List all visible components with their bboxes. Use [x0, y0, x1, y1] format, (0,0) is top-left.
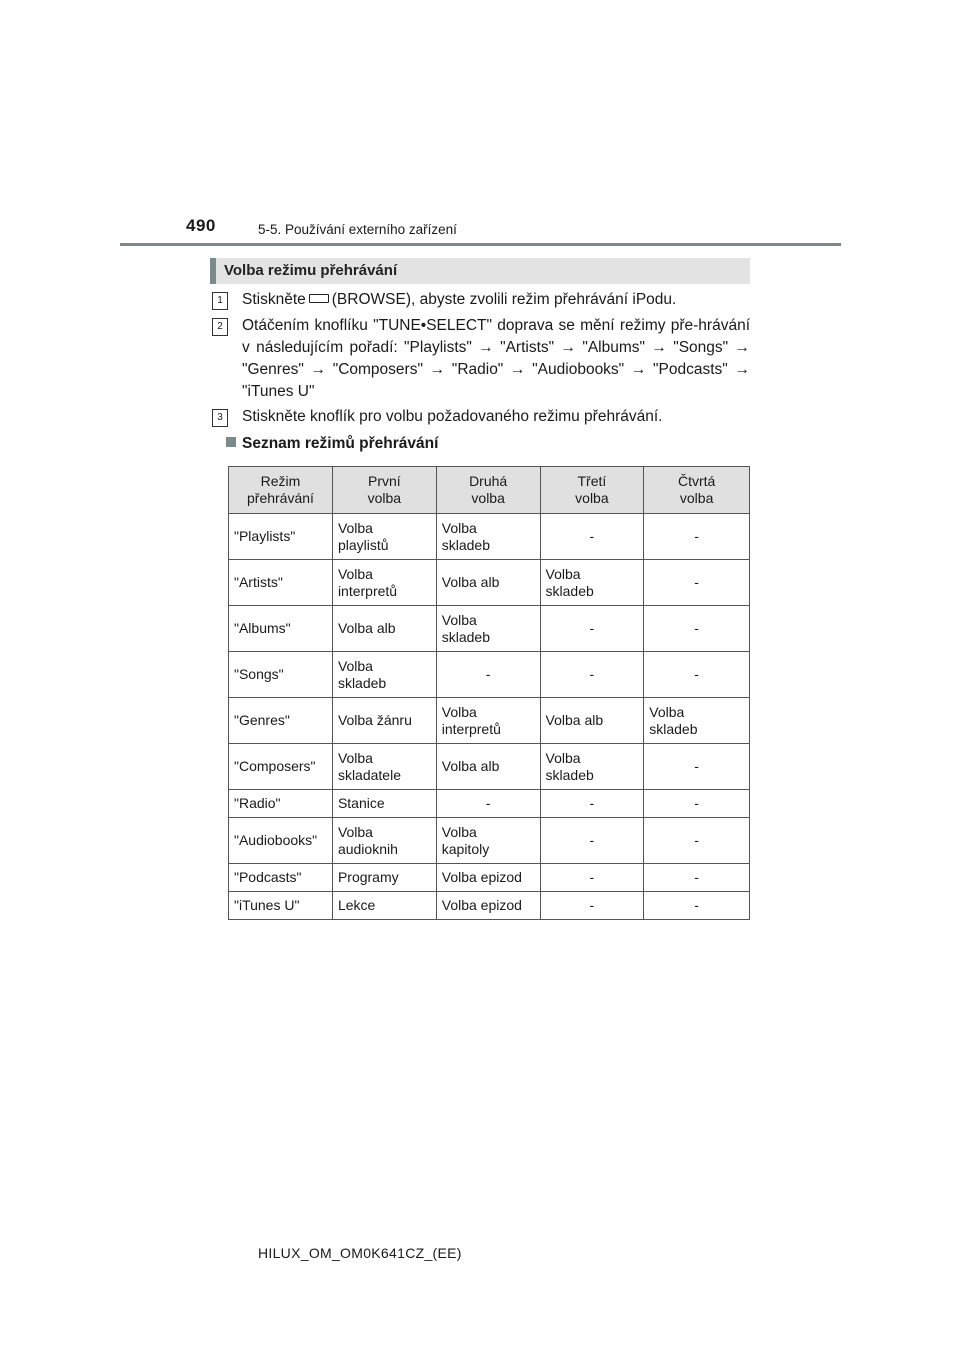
table-cell	[436, 818, 540, 864]
table-row	[229, 606, 750, 652]
cell-line: Volba epizod	[441, 897, 522, 913]
step-number: 3	[212, 409, 228, 427]
step-text: Stiskněte knoflík pro volbu požadovaného režimu přehrávání.	[242, 408, 663, 425]
table-cell	[644, 744, 750, 790]
table-cell	[229, 652, 333, 698]
cell-line: Programy	[337, 869, 399, 885]
chapter-title: 5-5. Používání externího zařízení	[258, 222, 457, 237]
table-row	[229, 652, 750, 698]
square-bullet-icon	[226, 437, 236, 447]
table-cell	[229, 606, 333, 652]
table-cell	[540, 818, 644, 864]
table-cell	[436, 698, 540, 744]
table-header-cell	[229, 467, 333, 514]
header-line: volba	[575, 490, 609, 506]
cell-line: -	[485, 795, 491, 811]
playback-modes-table	[228, 466, 750, 920]
cell-line: -	[589, 795, 595, 811]
cell-line: "Genres"	[234, 712, 290, 728]
table-cell	[436, 790, 540, 818]
step-number: 1	[212, 292, 228, 310]
table-cell	[436, 514, 540, 560]
table-cell	[644, 606, 750, 652]
step-text-after: (BROWSE), abyste zvolili režim přehrávání iPodu.	[331, 291, 677, 308]
step-number: 2	[212, 318, 228, 336]
header-line: Třetí	[577, 473, 607, 489]
table-cell	[540, 698, 644, 744]
document-code: HILUX_OM_OM0K641CZ_(EE)	[258, 1245, 462, 1261]
cell-line: Volba	[545, 565, 581, 582]
table-row	[229, 818, 750, 864]
cell-line: Volba	[649, 703, 685, 720]
table-header-cell	[644, 467, 750, 514]
cell-line: interpretů	[441, 720, 501, 737]
header-line: přehrávání	[247, 490, 314, 506]
cell-line: "Composers"	[234, 758, 316, 774]
header-line: Čtvrtá	[677, 473, 716, 489]
step-2	[212, 315, 750, 405]
cell-line: audioknih	[337, 840, 398, 857]
cell-line: Volba alb	[337, 620, 396, 636]
subheading	[226, 435, 438, 453]
table-row	[229, 744, 750, 790]
browse-button-icon	[309, 294, 329, 303]
table-cell	[436, 652, 540, 698]
table-header-cell	[540, 467, 644, 514]
table-cell	[540, 652, 644, 698]
cell-line: Volba	[441, 519, 477, 536]
table-cell	[540, 560, 644, 606]
cell-line: -	[589, 528, 595, 544]
cell-line: "iTunes U"	[234, 897, 300, 913]
table-cell	[644, 818, 750, 864]
table-cell	[436, 606, 540, 652]
cell-line: skladeb	[545, 766, 594, 783]
header-line: volba	[367, 490, 402, 506]
header-line: První	[368, 473, 401, 489]
cell-line: Volba	[337, 519, 373, 536]
cell-line: -	[694, 758, 699, 774]
cell-line: -	[694, 832, 699, 848]
cell-line: "Playlists"	[234, 528, 296, 544]
cell-line: -	[589, 666, 595, 682]
cell-line: Volba	[337, 565, 373, 582]
table-header-cell	[332, 467, 436, 514]
table-header-cell	[436, 467, 540, 514]
table-cell	[540, 744, 644, 790]
header-line: Režim	[260, 473, 301, 489]
cell-line: kapitoly	[441, 840, 490, 857]
table-row	[229, 790, 750, 818]
cell-line: playlistů	[337, 536, 389, 553]
cell-line: skladeb	[441, 628, 491, 645]
section-title-bar	[210, 258, 750, 284]
cell-line: -	[589, 869, 595, 885]
cell-line: -	[694, 620, 699, 636]
header-rule	[120, 243, 841, 246]
table-cell	[229, 818, 333, 864]
table-cell	[644, 790, 750, 818]
cell-line: Volba alb	[441, 758, 500, 774]
table-cell	[436, 744, 540, 790]
cell-line: "Podcasts"	[234, 869, 302, 885]
table-cell	[644, 698, 750, 744]
table-cell	[644, 864, 750, 892]
table-cell	[540, 606, 644, 652]
table-cell	[332, 864, 436, 892]
header-line: volba	[471, 490, 505, 506]
cell-line: "Radio"	[234, 795, 281, 811]
table-cell	[644, 652, 750, 698]
cell-line: -	[694, 666, 699, 682]
step-3	[212, 406, 750, 430]
step-text: Otáčením knoflíku "TUNE•SELECT" doprava se mění režimy pře-hrávání v následujícím pořadí: "Playlists" → "Artists" → "Albums" → "Songs" → "Genres" → "Composers" → "Radio" → "Audiobooks" → "Podcasts" → "iTunes U"	[242, 317, 750, 400]
cell-line: skladeb	[545, 582, 594, 599]
table-cell	[229, 560, 333, 606]
header-line: Druhá	[469, 473, 508, 489]
cell-line: skladeb	[649, 720, 698, 737]
table-cell	[436, 892, 540, 920]
step-text	[242, 289, 750, 311]
cell-line: "Artists"	[234, 574, 283, 590]
cell-line: -	[589, 832, 595, 848]
table-cell	[332, 818, 436, 864]
section-accent	[210, 258, 216, 284]
cell-line: "Albums"	[234, 620, 291, 636]
cell-line: -	[694, 528, 699, 544]
table-cell	[644, 514, 750, 560]
table-cell	[332, 892, 436, 920]
cell-line: interpretů	[337, 582, 398, 599]
section-title: Volba režimu přehrávání	[224, 262, 398, 279]
table-cell	[540, 892, 644, 920]
cell-line: Volba	[337, 749, 373, 766]
table-cell	[644, 560, 750, 606]
step-1	[212, 289, 750, 313]
table-row	[229, 864, 750, 892]
table-row	[229, 698, 750, 744]
table-header-row	[229, 467, 750, 514]
table-cell	[332, 606, 436, 652]
header-line: volba	[679, 490, 714, 506]
cell-line: Volba alb	[545, 712, 604, 728]
table-row	[229, 514, 750, 560]
table-cell	[332, 652, 436, 698]
table-cell	[332, 514, 436, 560]
cell-line: -	[485, 666, 491, 682]
cell-line: skladeb	[441, 536, 491, 553]
cell-line: Volba	[441, 823, 477, 840]
subheading-text: Seznam režimů přehrávání	[242, 435, 439, 452]
cell-line: "Audiobooks"	[234, 832, 318, 848]
cell-line: skladatele	[337, 766, 401, 783]
table-cell	[540, 790, 644, 818]
step-text-before: Stiskněte	[242, 291, 306, 308]
cell-line: Volba	[337, 657, 373, 674]
table-cell	[229, 892, 333, 920]
table-cell	[436, 560, 540, 606]
table-cell	[436, 864, 540, 892]
cell-line: -	[694, 574, 699, 590]
table-cell	[540, 514, 644, 560]
cell-line: Lekce	[337, 897, 376, 913]
table-cell	[229, 790, 333, 818]
table-row	[229, 892, 750, 920]
cell-line: Volba	[337, 823, 373, 840]
table-cell	[332, 744, 436, 790]
page-number: 490	[186, 216, 216, 235]
cell-line: Volba	[441, 611, 477, 628]
cell-line: "Songs"	[234, 666, 284, 682]
table-row	[229, 560, 750, 606]
table-cell	[229, 698, 333, 744]
table-cell	[332, 790, 436, 818]
cell-line: -	[589, 897, 595, 913]
cell-line: -	[694, 897, 699, 913]
table-cell	[644, 892, 750, 920]
table-cell	[332, 698, 436, 744]
table-cell	[229, 744, 333, 790]
cell-line: -	[694, 869, 699, 885]
table-cell	[332, 560, 436, 606]
cell-line: Volba	[441, 703, 477, 720]
table-cell	[540, 864, 644, 892]
cell-line: Volba epizod	[441, 869, 522, 885]
cell-line: Stanice	[337, 795, 385, 811]
table-cell	[229, 864, 333, 892]
cell-line: Volba alb	[441, 574, 500, 590]
cell-line: -	[694, 795, 699, 811]
cell-line: -	[589, 620, 595, 636]
cell-line: Volba žánru	[337, 712, 412, 728]
table-cell	[229, 514, 333, 560]
cell-line: Volba	[545, 749, 581, 766]
cell-line: skladeb	[337, 674, 387, 691]
